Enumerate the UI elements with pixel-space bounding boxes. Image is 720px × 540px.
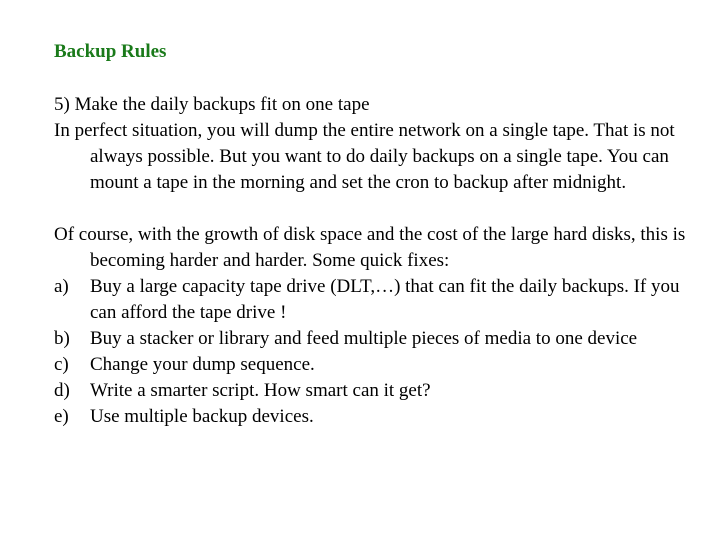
list-item-text: Buy a stacker or library and feed multiple pieces of media to one device [90, 328, 638, 349]
slide-title: Backup Rules [54, 41, 167, 62]
paragraph-growth-of-disk-space: Of course, with the growth of disk space and the cost of the large hard disks, this is becoming harder and harder. Some quick fixes: [54, 224, 686, 271]
quick-fix-item [54, 326, 694, 352]
paragraph-spacer [54, 196, 694, 222]
list-item-text: Change your dump sequence. [90, 354, 315, 375]
list-marker: e) [54, 406, 69, 427]
list-item-text: Buy a large capacity tape drive (DLT,…) that can fit the daily backups. If you can afford the tape drive ! [90, 276, 680, 323]
quick-fixes-list [54, 274, 694, 430]
quick-fix-item [54, 378, 694, 404]
list-item-text: Write a smarter script. How smart can it get? [90, 380, 431, 401]
list-item-text: Use multiple backup devices. [90, 406, 314, 427]
list-marker: a) [54, 276, 69, 297]
slide-body [54, 92, 694, 430]
list-marker: d) [54, 380, 70, 401]
quick-fix-item [54, 352, 694, 378]
quick-fix-item [54, 274, 694, 326]
rule-heading: 5) Make the daily backups fit on one tape [54, 94, 370, 115]
paragraph-perfect-situation: In perfect situation, you will dump the entire network on a single tape. That is not always possible. But you want to do daily backups on a single tape. You can mount a tape in the morning and set the cron to backup after midnight. [54, 120, 675, 193]
list-marker: b) [54, 328, 70, 349]
quick-fix-item [54, 404, 694, 430]
list-marker: c) [54, 354, 69, 375]
